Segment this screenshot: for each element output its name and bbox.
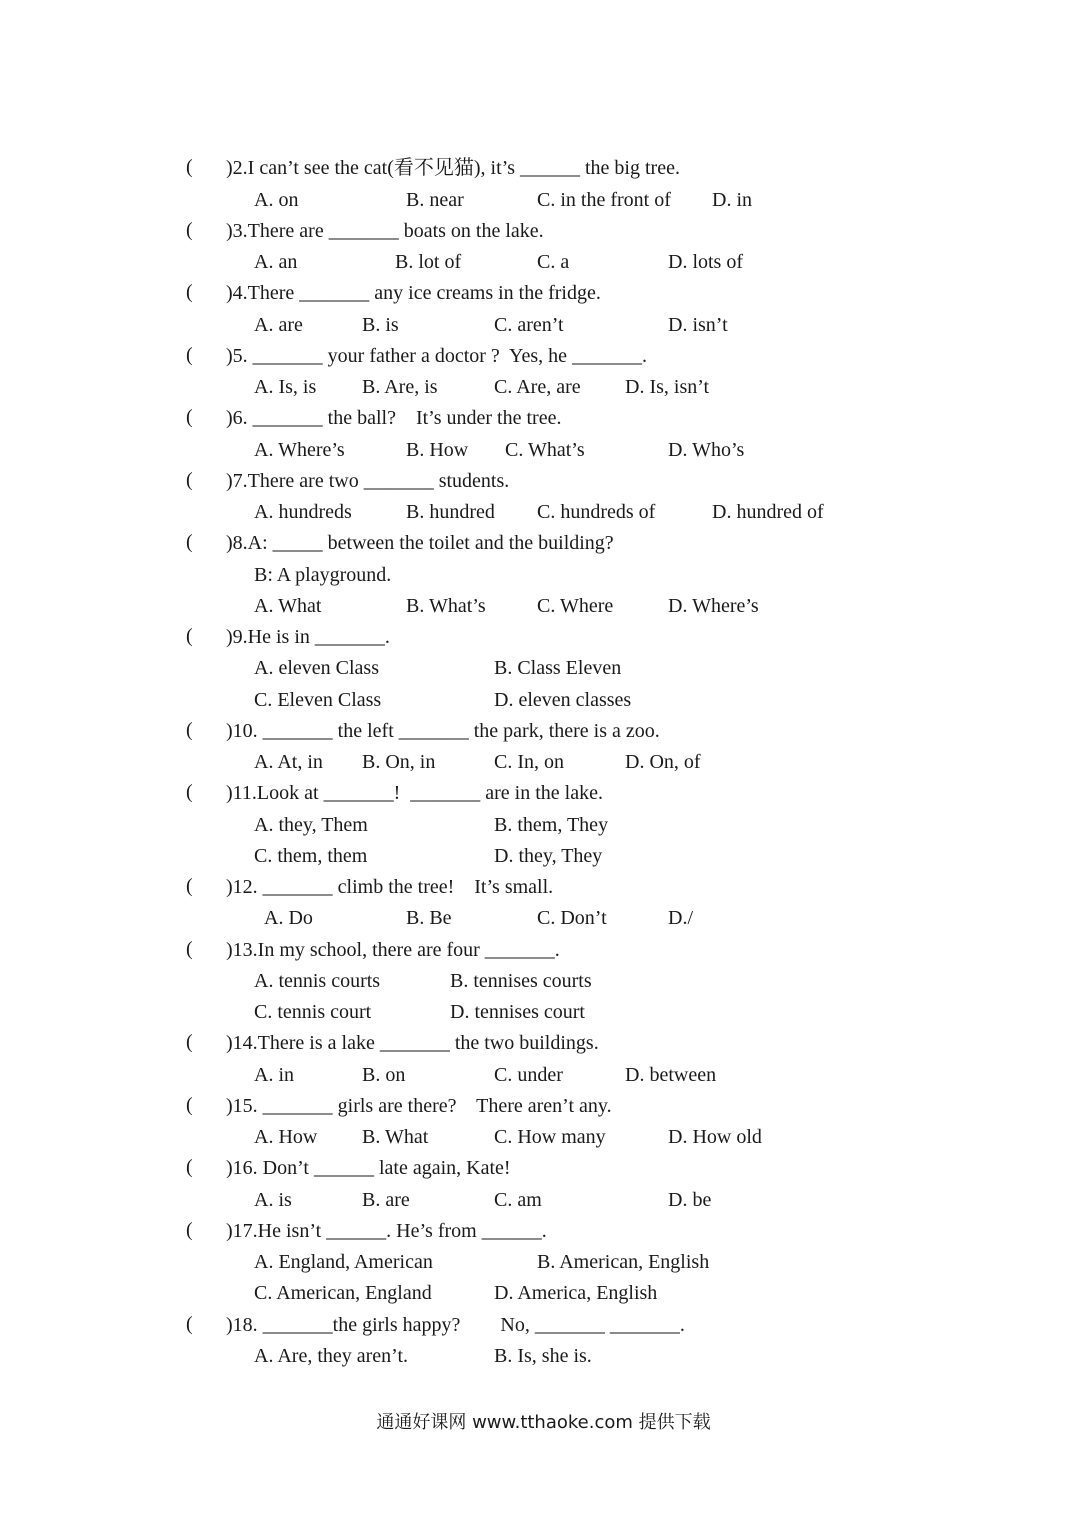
answer-paren: ( bbox=[186, 156, 193, 178]
option: B. What bbox=[362, 1126, 429, 1148]
answer-paren: ( bbox=[186, 719, 193, 741]
question-dialog-line: B: A playground. bbox=[254, 564, 392, 586]
option: D./ bbox=[668, 907, 693, 929]
option: C. Where bbox=[537, 595, 614, 617]
question-stem: )10. _______ the left _______ the park, there is a zoo. bbox=[226, 720, 660, 742]
option: D. between bbox=[625, 1064, 717, 1086]
option: A. hundreds bbox=[254, 501, 352, 523]
option: C. Eleven Class bbox=[254, 689, 382, 711]
option: C. American, England bbox=[254, 1282, 432, 1304]
option: B. Are, is bbox=[362, 376, 438, 398]
question-stem: )7.There are two _______ students. bbox=[226, 470, 510, 492]
option: C. Are, are bbox=[494, 376, 581, 398]
answer-paren: ( bbox=[186, 281, 193, 303]
question-stem: )11.Look at _______! _______ are in the lake. bbox=[226, 782, 603, 804]
answer-paren: ( bbox=[186, 531, 193, 553]
answer-paren: ( bbox=[186, 469, 193, 491]
option: B. on bbox=[362, 1064, 406, 1086]
question-stem: )5. _______ your father a doctor ? Yes, he _______. bbox=[226, 345, 648, 367]
option: C. Don’t bbox=[537, 907, 607, 929]
option: A. Is, is bbox=[254, 376, 317, 398]
option: C. a bbox=[537, 251, 570, 273]
question-stem: )16. Don’t ______ late again, Kate! bbox=[226, 1157, 511, 1179]
option: D. hundred of bbox=[712, 501, 824, 523]
option: A. England, American bbox=[254, 1251, 433, 1273]
option: A. Do bbox=[264, 907, 313, 929]
option: D. tennises court bbox=[450, 1001, 585, 1023]
option: B. Be bbox=[406, 907, 452, 929]
option: A. in bbox=[254, 1064, 294, 1086]
option: D. How old bbox=[668, 1126, 762, 1148]
option: A. are bbox=[254, 314, 303, 336]
option: D. eleven classes bbox=[494, 689, 632, 711]
option: B. lot of bbox=[395, 251, 462, 273]
option: B. American, English bbox=[537, 1251, 710, 1273]
answer-paren: ( bbox=[186, 625, 193, 647]
option: C. How many bbox=[494, 1126, 606, 1148]
option: B. Class Eleven bbox=[494, 657, 622, 679]
option: A. is bbox=[254, 1189, 292, 1211]
option: A. eleven Class bbox=[254, 657, 379, 679]
option: B. On, in bbox=[362, 751, 436, 773]
footer-source-note: 通通好课网 www.tthaoke.com 提供下载 bbox=[376, 1412, 711, 1433]
option: D. Is, isn’t bbox=[625, 376, 710, 398]
question-stem: )3.There are _______ boats on the lake. bbox=[226, 220, 544, 242]
question-stem: )9.He is in _______. bbox=[226, 626, 390, 648]
answer-paren: ( bbox=[186, 1313, 193, 1335]
option: B. them, They bbox=[494, 814, 609, 836]
option: C. tennis court bbox=[254, 1001, 372, 1023]
option: B. hundred bbox=[406, 501, 495, 523]
option: A. they, Them bbox=[254, 814, 368, 836]
question-stem: )18. _______the girls happy? No, _______ _______. bbox=[226, 1314, 685, 1336]
option: C. am bbox=[494, 1189, 542, 1211]
option: D. Where’s bbox=[668, 595, 759, 617]
option: B. How bbox=[406, 439, 469, 461]
option: D. America, English bbox=[494, 1282, 658, 1304]
question-stem: )2.I can’t see the cat(看不见猫), it’s ______ the big tree. bbox=[226, 157, 680, 179]
answer-paren: ( bbox=[186, 1156, 193, 1178]
option: D. Who’s bbox=[668, 439, 745, 461]
option: B. Is, she is. bbox=[494, 1345, 592, 1367]
option: B. tennises courts bbox=[450, 970, 592, 992]
option: B. What’s bbox=[406, 595, 486, 617]
question-stem: )13.In my school, there are four _______. bbox=[226, 939, 560, 961]
option: D. be bbox=[668, 1189, 712, 1211]
answer-paren: ( bbox=[186, 875, 193, 897]
option: B. are bbox=[362, 1189, 410, 1211]
option: B. is bbox=[362, 314, 399, 336]
option: A. Are, they aren’t. bbox=[254, 1345, 409, 1367]
answer-paren: ( bbox=[186, 781, 193, 803]
question-stem: )12. _______ climb the tree! It’s small. bbox=[226, 876, 554, 898]
option: C. What’s bbox=[505, 439, 585, 461]
option: C. in the front of bbox=[537, 189, 671, 211]
question-stem: )15. _______ girls are there? There aren’t any. bbox=[226, 1095, 612, 1117]
answer-paren: ( bbox=[186, 1219, 193, 1241]
option: C. them, them bbox=[254, 845, 368, 867]
option: A. What bbox=[254, 595, 322, 617]
option: C. aren’t bbox=[494, 314, 564, 336]
option: A. Where’s bbox=[254, 439, 345, 461]
answer-paren: ( bbox=[186, 1031, 193, 1053]
question-stem: )6. _______ the ball? It’s under the tree. bbox=[226, 407, 562, 429]
question-stem: )14.There is a lake _______ the two buildings. bbox=[226, 1032, 599, 1054]
answer-paren: ( bbox=[186, 219, 193, 241]
question-stem: )4.There _______ any ice creams in the fridge. bbox=[226, 282, 601, 304]
option: C. hundreds of bbox=[537, 501, 656, 523]
option: A. on bbox=[254, 189, 299, 211]
answer-paren: ( bbox=[186, 344, 193, 366]
option: A. How bbox=[254, 1126, 318, 1148]
option: D. in bbox=[712, 189, 752, 211]
answer-paren: ( bbox=[186, 406, 193, 428]
option: D. they, They bbox=[494, 845, 603, 867]
option: B. near bbox=[406, 189, 464, 211]
question-stem: )17.He isn’t ______. He’s from ______. bbox=[226, 1220, 547, 1242]
option: D. lots of bbox=[668, 251, 743, 273]
option: D. On, of bbox=[625, 751, 701, 773]
answer-paren: ( bbox=[186, 1094, 193, 1116]
option: A. At, in bbox=[254, 751, 323, 773]
option: C. under bbox=[494, 1064, 563, 1086]
answer-paren: ( bbox=[186, 938, 193, 960]
option: D. isn’t bbox=[668, 314, 728, 336]
option: A. an bbox=[254, 251, 298, 273]
question-stem: )8.A: _____ between the toilet and the building? bbox=[226, 532, 614, 554]
option: C. In, on bbox=[494, 751, 564, 773]
option: A. tennis courts bbox=[254, 970, 381, 992]
